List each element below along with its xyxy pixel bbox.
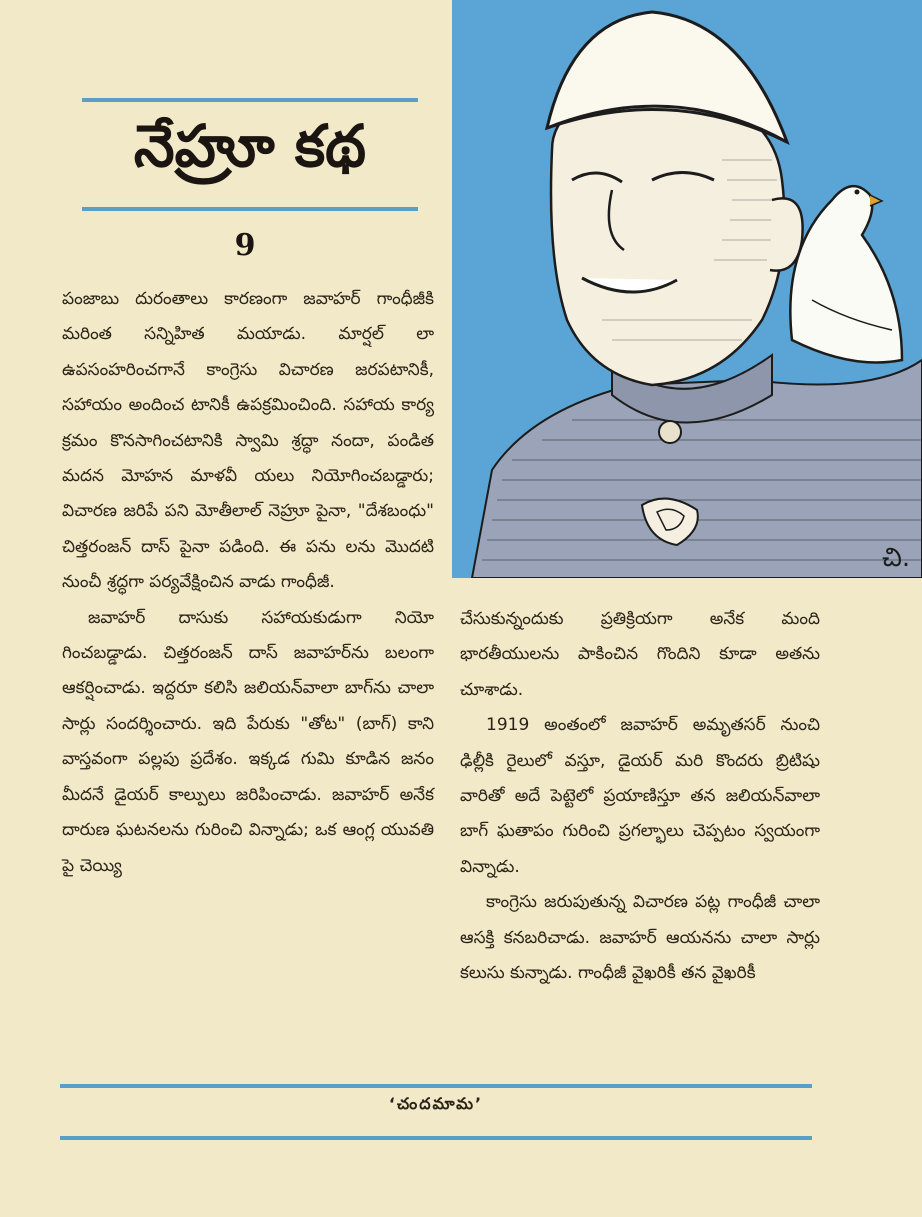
artist-signature: చి. xyxy=(882,543,911,573)
footer-bottom-rule xyxy=(60,1136,812,1140)
title-top-rule xyxy=(82,98,418,102)
footer-top-rule xyxy=(60,1084,812,1088)
left-paragraph-1: పంజాబు దురంతాలు కారణంగా జవాహర్ గాంధీజీకి మరింత సన్నిహిత మయాడు. మార్షల్ లా ఉపసంహరించగానే కాంగ్రెసు విచారణ జరపటానికీ, సహాయం అందించ టానికీ ఉపక్రమించింది. సహాయ కార్య క్రమం కొనసాగించటానికి స్వామి శ్రద్ధా నందా, పండిత మదన మోహన మాళవీ యలు నియోగించబడ్డారు; విచారణ జరిపే పని మోతీలాల్ నెహ్రూ పైనా, "దేశబంధు" చిత్తరంజన్ దాస్ పైనా పడింది. ఈ పను లను మొదటి నుంచీ శ్రద్ధగా పర్యవేక్షించిన వాడు గాంధీజీ. xyxy=(62,289,434,593)
right-paragraph-3: కాంగ్రెసు జరుపుతున్న విచారణ పట్ల గాంధీజీ చాలా ఆసక్తి కనబరిచాడు. జవాహర్ ఆయనను చాలా సార్లు కలుసు కున్నాడు. గాంధీజీ వైఖరికీ తన వైఖరికీ xyxy=(460,892,820,984)
right-column xyxy=(460,602,820,991)
chapter-number: 9 xyxy=(234,228,256,263)
left-paragraph-2: జవాహర్ దాసుకు సహాయకుడుగా నియో గించబడ్డాడు. చిత్తరంజన్ దాస్ జవాహర్‌ను బలంగా ఆకర్షించాడు. ఇద్దరూ కలిసి జలియన్‌వాలా బాగ్‌ను చాలా సార్లు సందర్శించారు. ఇది పేరుకు "తోట" (బాగ్) కాని వాస్తవంగా పల్లపు ప్రదేశం. ఇక్కడ గుమి కూడిన జనం మీదనే డైయర్ కాల్పులు జరిపించాడు. జవాహర్ అనేక దారుణ ఘటనలను గురించి విన్నాడు; ఒక ఆంగ్ల యువతి పై చెయ్యి xyxy=(62,607,434,876)
nehru-portrait-illustration xyxy=(452,0,922,578)
page-title: నేహ్రూ కథ xyxy=(133,112,367,180)
footer-magazine-name: ‘చందమామ’ xyxy=(388,1094,484,1113)
title-bottom-rule xyxy=(82,207,418,211)
right-paragraph-2: 1919 అంతంలో జవాహర్ అమృతసర్ నుంచి ఢిల్లీకి రైలులో వస్తూ, డైయర్ మరి కొందరు బ్రిటిషు వారితో అదే పెట్టెలో ప్రయాణిస్తూ తన జలియన్‌వాలా బాగ్ ఘతాపం గురించి ప్రగల్భాలు చెప్పటం స్వయంగా విన్నాడు. xyxy=(460,715,820,877)
left-column xyxy=(62,282,434,884)
right-paragraph-1: చేసుకున్నందుకు ప్రతిక్రియగా అనేక మంది భారతీయులను పాకించిన గొందిని కూడా అతను చూశాడు. xyxy=(460,609,820,700)
nehru-portrait-icon xyxy=(452,0,922,578)
